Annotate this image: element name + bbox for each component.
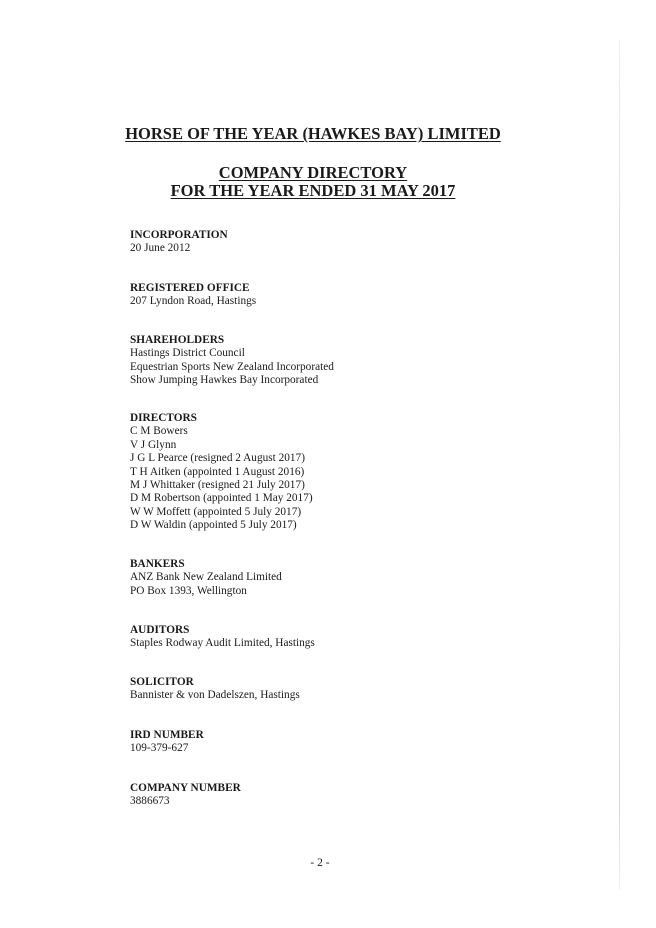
company-number-value: 3886673 [130, 795, 170, 808]
auditors-heading: AUDITORS [130, 624, 190, 636]
registered-office-heading: REGISTERED OFFICE [130, 282, 250, 294]
shareholders-heading: SHAREHOLDERS [130, 334, 225, 346]
directors-heading: DIRECTORS [130, 412, 197, 424]
shareholders-section [130, 334, 590, 388]
director-item: T H Aitken (appointed 1 August 2016) [130, 465, 305, 478]
company-number-heading: COMPANY NUMBER [130, 782, 241, 794]
director-item: D M Robertson (appointed 1 May 2017) [130, 492, 313, 505]
directory-title: COMPANY DIRECTORY [218, 163, 408, 182]
company-number-section [130, 782, 590, 809]
directors-section [130, 412, 590, 533]
solicitor-section [130, 676, 590, 703]
bankers-section [130, 558, 590, 598]
director-item: D W Waldin (appointed 5 July 2017) [130, 519, 297, 532]
solicitor-heading: SOLICITOR [130, 676, 194, 688]
director-item: W W Moffett (appointed 5 July 2017) [130, 505, 302, 518]
bank-address: PO Box 1393, Wellington [130, 584, 247, 597]
shareholder-item: Equestrian Sports New Zealand Incorporated [130, 360, 334, 373]
ird-number-section [130, 729, 590, 756]
bankers-heading: BANKERS [130, 558, 185, 570]
director-item: V J Glynn [130, 438, 177, 451]
bank-name: ANZ Bank New Zealand Limited [130, 571, 282, 584]
company-title: HORSE OF THE YEAR (HAWKES BAY) LIMITED [125, 124, 501, 143]
registered-office-section [130, 282, 590, 309]
solicitor-name: Bannister & von Dadelszen, Hastings [130, 689, 300, 702]
director-item: C M Bowers [130, 425, 188, 438]
incorporation-date: 20 June 2012 [130, 242, 191, 255]
auditors-section [130, 624, 590, 651]
director-item: M J Whittaker (resigned 21 July 2017) [130, 479, 305, 492]
shareholder-item: Show Jumping Hawkes Bay Incorporated [130, 374, 319, 387]
ird-number-heading: IRD NUMBER [130, 729, 204, 741]
incorporation-section [130, 229, 590, 256]
period-title: FOR THE YEAR ENDED 31 MAY 2017 [170, 181, 456, 200]
page-number: - 2 - [310, 857, 330, 869]
ird-number-value: 109-379-627 [130, 742, 189, 755]
director-item: J G L Pearce (resigned 2 August 2017) [130, 452, 305, 465]
shareholder-item: Hastings District Council [130, 347, 245, 360]
registered-office-address: 207 Lyndon Road, Hastings [130, 295, 257, 308]
incorporation-heading: INCORPORATION [130, 229, 228, 241]
auditor-name: Staples Rodway Audit Limited, Hastings [130, 637, 315, 650]
